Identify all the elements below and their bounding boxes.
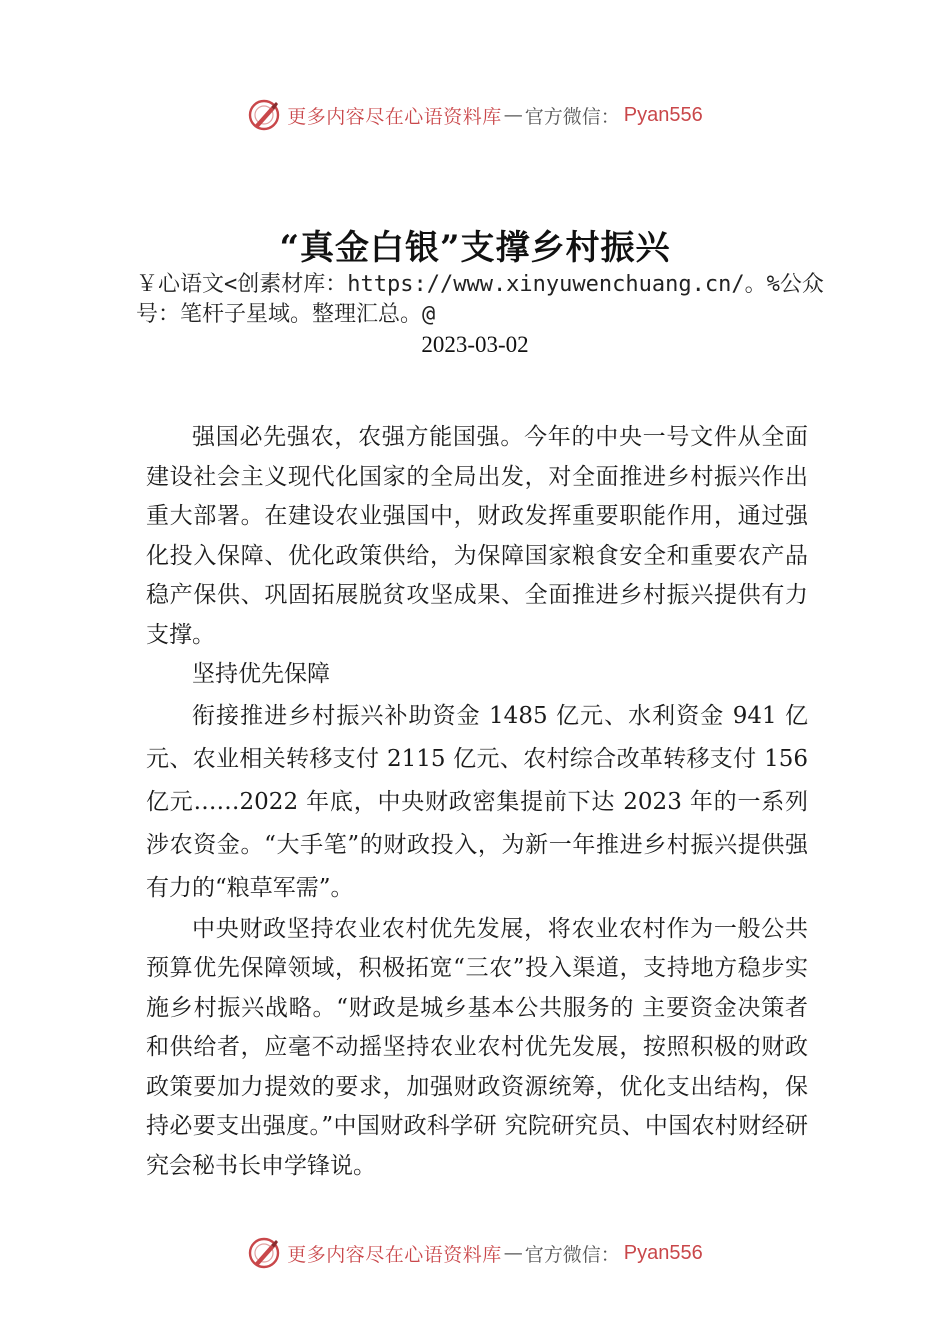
wechat-label: 官方微信： [524, 1243, 620, 1266]
banner-separator: — [503, 104, 523, 126]
paragraph-priority: 中央财政坚持农业农村优先发展，将农业农村作为一般公共预算优先保障领域，积极拓宽“三农”投入渠道，支持地方稳步实施乡村振兴战略。“财政是城乡基本公共服务的 主要资金决策者和供给者，应毫不动摇坚持农业农村优先发展，按照积极的财政政策要加力提效的要求，加强财政资源统筹，优化支出结构，保持必要支出强度。”中国财政科学研 究院研究员、中国农村财经研究会秘书长申学锋说。 [146, 915, 808, 1179]
pen-logo-icon [247, 1236, 281, 1270]
wechat-id: Pyan556 [623, 1241, 703, 1264]
promo-text: 更多内容尽在心语资料库 [287, 105, 502, 128]
wechat-label: 官方微信： [524, 105, 620, 128]
section-heading: 坚持优先保障 [192, 661, 330, 687]
promo-text: 更多内容尽在心语资料库 [287, 1243, 502, 1266]
footer-banner [0, 1233, 950, 1273]
article-body [146, 418, 808, 1186]
article-title: “真金白银”支撑乡村振兴 [279, 228, 671, 268]
paragraph-funding: 衔接推进乡村振兴补助资金 1485 亿元、水利资金 941 亿元、农业相关转移支付 2115 亿元、农村综合改革转移支付 156 亿元……2022 年底，中央财政密集提前下达 2023 年的一系列涉农资金。“大手笔”的财政投入，为新一年推进乡村振兴提供强有力的“粮草军需”。 [146, 702, 808, 901]
banner-separator: — [503, 1242, 523, 1264]
article-date: 2023-03-02 [421, 332, 529, 357]
paragraph-intro: 强国必先强农，农强方能国强。今年的中央一号文件从全面建设社会主义现代化国家的全局出发，对全面推进乡村振兴作出重大部署。在建设农业强国中，财政发挥重要职能作用，通过强化投入保障、优化政策供给，为保障国家粮食安全和重要农产品稳产保供、巩固拓展脱贫攻坚成果、全面推进乡村振兴提供有力支撑。 [146, 424, 808, 648]
wechat-id: Pyan556 [623, 103, 703, 126]
source-note: ￥心语文<创素材库：https://www.xinyuwenchuang.cn/。%公众号：笔杆子星域。整理汇总。@ [136, 272, 824, 327]
pen-logo-icon [247, 98, 281, 132]
header-banner [0, 95, 950, 135]
